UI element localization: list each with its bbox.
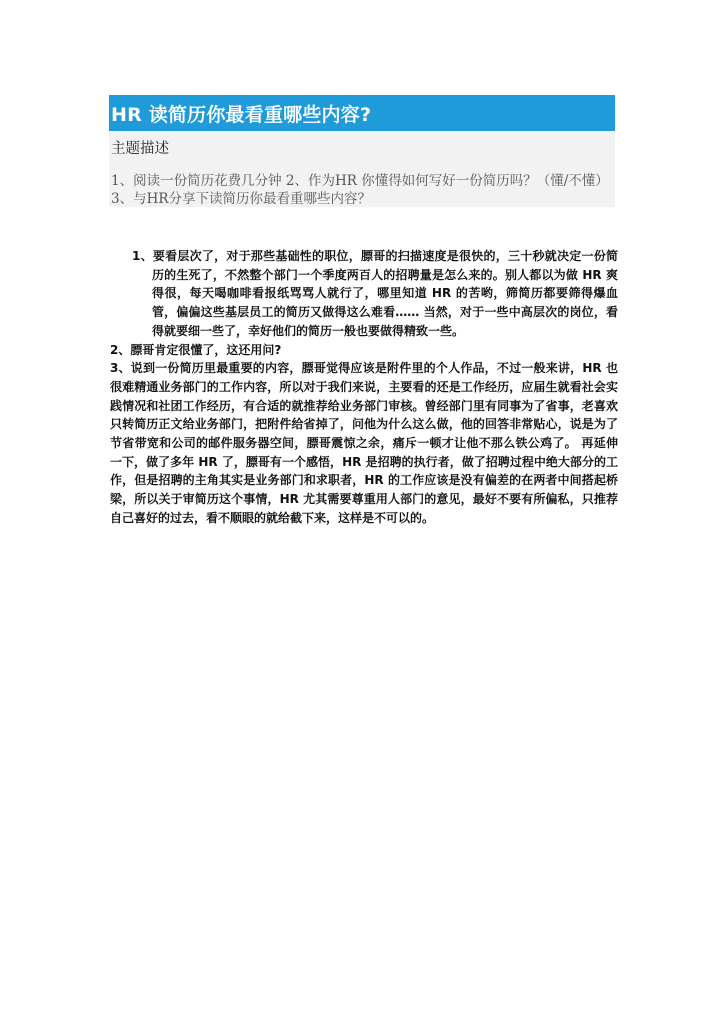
page-title: HR 读简历你最看重哪些内容? [111, 103, 372, 126]
subject-description: 1、阅读一份简历花费几分钟 2、作为HR 你懂得如何写好一份简历吗？（懂/不懂） 3、与HR分享下读简历你最看重哪些内容？ [111, 173, 609, 207]
answer-paragraph-1: 1、要看层次了，对于那些基础性的职位，膘哥的扫描速度是很快的，三十秒就决定一份简历的生死了，不然整个部门一个季度两百人的招聘量是怎么来的。别人都以为做 HR 爽得很，每天喝咖啡看报纸骂骂人就行了，哪里知道 HR 的苦哟，筛简历都要筛得爆血管，偏偏这些基层员工的简历又做得这么难看…… 当然，对于一些中高层次的岗位，看得就要细一些了，幸好他们的简历一般也要做得精致一些。 [132, 249, 618, 338]
answer-paragraph-2: 2、膘哥肯定很懂了，这还用问? [110, 342, 282, 357]
answer-body [110, 247, 618, 528]
subject-label: 主题描述 [111, 141, 169, 157]
title-bar [109, 95, 615, 131]
answer-paragraph-3: 3、说到一份简历里最重要的内容，膘哥觉得应该是附件里的个人作品，不过一般来讲，HR 也很难精通业务部门的工作内容，所以对于我们来说，主要看的还是工作经历，应届生就看社会实践情况和社团工作经历，有合适的就推荐给业务部门审核。曾经部门里有同事为了省事，老喜欢只转简历正文给业务部门，把附件给省掉了，问他为什么这么做，他的回答非常贴心，说是为了节省带宽和公司的邮件服务器空间，膘哥震惊之余，痛斥一顿才让他不那么铁公鸡了。 再延伸一下，做了多年 HR 了，膘哥有一个感悟，HR 是招聘的执行者，做了招聘过程中绝大部分的工作，但是招聘的主角其实是业务部门和求职者，HR 的工作应该是没有偏差的在两者中间搭起桥梁，所以关于审简历这个事情，HR 尤其需要尊重用人部门的意见，最好不要有所偏私，只推荐自己喜好的过去，看不顺眼的就给截下来，这样是不可以的。 [110, 361, 618, 525]
